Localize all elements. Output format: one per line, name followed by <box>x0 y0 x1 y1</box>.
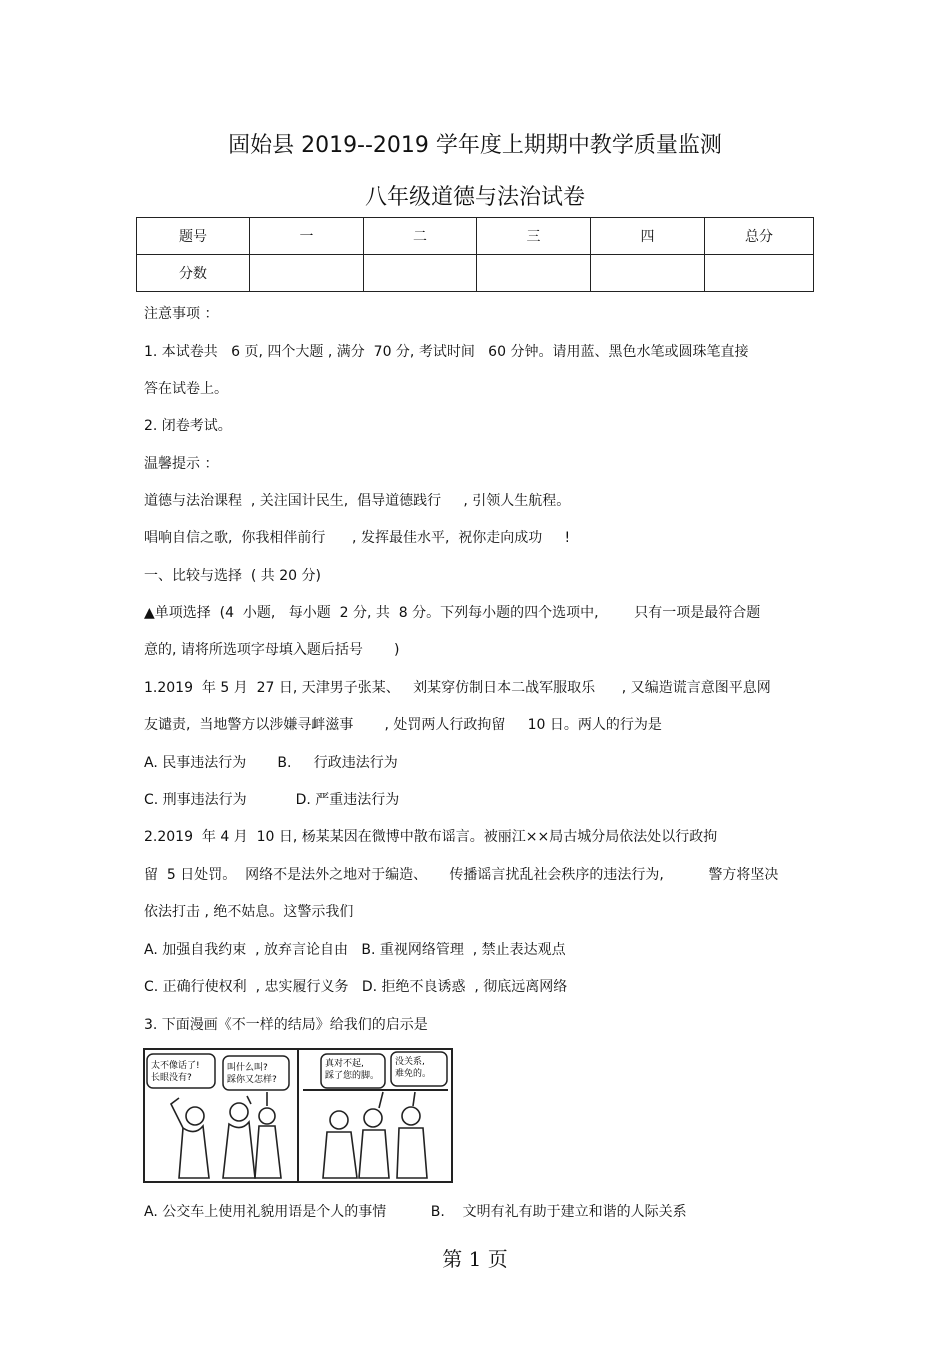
page-number: 第 1 页 <box>442 1247 508 1271</box>
comic-bubble-text: 真对不起,踩了您的脚。 <box>325 1059 380 1081</box>
tips-line: 道德与法治课程 , 关注国计民生, 倡导道德践行 , 引领人生航程。 <box>144 493 571 509</box>
question-text: 1.2019 年 5 月 27 日, 天津男子张某、 刘某穿仿制日本二战军服取乐 , 又编造谎言意图平息网 <box>144 680 771 696</box>
score-cell[interactable] <box>477 255 591 292</box>
answer-option: C. 刑事违法行为 D. 严重违法行为 <box>144 792 400 808</box>
instruction-line: 意的, 请将所选项字母填入题后括号 ) <box>144 642 400 658</box>
table-cell-header: 题号 <box>137 218 250 255</box>
tips-line: 唱响自信之歌, 你我相伴前行 , 发挥最佳水平, 祝你走向成功 ! <box>144 530 571 546</box>
instruction-line: ▲单项选择 (4 小题, 每小题 2 分, 共 8 分。下列每小题的四个选项中, 只有一项是最符合题 <box>144 605 761 621</box>
score-cell[interactable] <box>705 255 814 292</box>
table-cell-header: 三 <box>477 218 591 255</box>
score-table-header-row <box>137 218 814 255</box>
score-cell[interactable] <box>364 255 477 292</box>
tips-heading: 温馨提示 ： <box>144 456 219 472</box>
score-table-score-row <box>137 255 814 292</box>
table-cell-header: 总分 <box>705 218 814 255</box>
score-cell[interactable] <box>591 255 705 292</box>
notice-heading: 注意事项 ： <box>144 306 219 322</box>
question-text: 依法打击 , 绝不姑息。这警示我们 <box>144 904 354 920</box>
table-cell-row-label: 分数 <box>137 255 250 292</box>
question-text: 2.2019 年 4 月 10 日, 杨某某因在微博中散布谣言。被丽江××局古城分局依法处以行政拘 <box>144 829 718 845</box>
answer-option: C. 正确行使权利 , 忠实履行义务 D. 拒绝不良诱惑 , 彻底远离网络 <box>144 979 568 995</box>
comic-bubble-text: 太不像话了!长眼没有? <box>151 1061 200 1083</box>
answer-option: A. 加强自我约束 , 放弃言论自由 B. 重视网络管理 , 禁止表达观点 <box>144 942 566 958</box>
notice-line: 答在试卷上。 <box>144 381 228 397</box>
table-cell-header: 四 <box>591 218 705 255</box>
exam-subtitle: 八年级道德与法治试卷 <box>364 185 585 210</box>
question-text: 留 5 日处罚。 网络不是法外之地对于编造、 传播谣言扰乱社会秩序的违法行为, 警方将坚决 <box>144 867 779 883</box>
question-text: 3. 下面漫画《不一样的结局》给我们的启示是 <box>144 1017 428 1033</box>
score-table <box>136 217 814 292</box>
comic-bubble-text: 没关系,难免的。 <box>395 1057 432 1079</box>
table-cell-header: 一 <box>250 218 364 255</box>
notice-line: 1. 本试卷共 6 页, 四个大题 , 满分 70 分, 考试时间 60 分钟。请用蓝、黑色水笔或圆珠笔直接 <box>144 344 749 360</box>
section-heading: 一、比较与选择 ( 共 20 分) <box>144 568 321 584</box>
comic-bubble-text: 叫什么叫?踩你又怎样? <box>227 1063 277 1085</box>
notice-line: 2. 闭卷考试。 <box>144 418 232 434</box>
score-cell[interactable] <box>250 255 364 292</box>
table-cell-header: 二 <box>364 218 477 255</box>
answer-option: A. 民事违法行为 B. 行政违法行为 <box>144 755 398 771</box>
comic-illustration <box>143 1048 453 1183</box>
exam-title: 固始县 2019--2019 学年度上期期中教学质量监测 <box>228 133 722 158</box>
answer-option: A. 公交车上使用礼貌用语是个人的事情 B. 文明有礼有助于建立和谐的人际关系 <box>144 1204 687 1220</box>
question-text: 友谴责, 当地警方以涉嫌寻衅滋事 , 处罚两人行政拘留 10 日。两人的行为是 <box>144 717 662 733</box>
